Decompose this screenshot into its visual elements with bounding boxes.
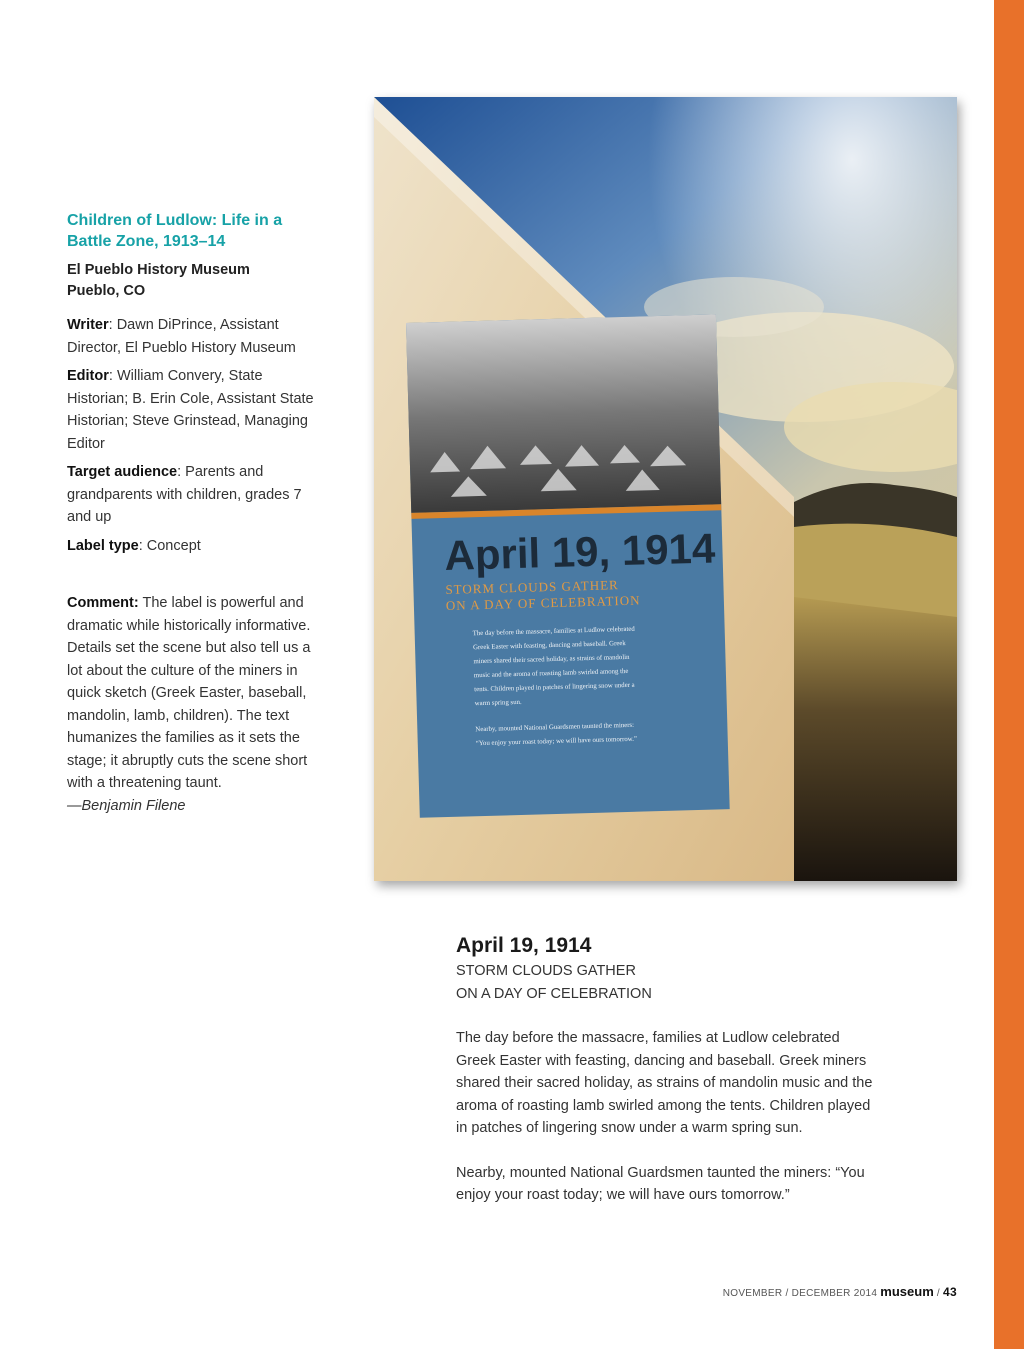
label-paragraph: The day before the massacre, families at Ludlow celebrated Greek Easter with feasting, dancing and baseball. Greek miners shared their sacred holiday, as strains of mandolin music and the aroma of roasting lamb swirled among the tents. Children played in patches of lingering snow under a warm spring sun. xyxy=(456,1030,873,1136)
label-transcription xyxy=(456,932,876,1229)
credit-label: Target audience xyxy=(67,464,178,480)
panel-body-line: music and the aroma of roasting lamb swirled among the xyxy=(473,667,629,680)
panel-body-line: “You enjoy your roast today; we will have ours tomorrow.” xyxy=(475,735,638,748)
label-paragraph: Nearby, mounted National Guardsmen taunted the miners: “You enjoy your roast today; we will have ours tomorrow.” xyxy=(456,1164,865,1203)
comment-text: The label is powerful and dramatic while historically informative. Details set the scene but also tell us a lot about the culture of the miners in quick sketch (Greek Easter, baseball, mandolin, lamb, children). The text humanizes the families as it sets the stage; it abruptly cuts the scene short with a threatening taunt. xyxy=(67,595,311,791)
footer-separator: / xyxy=(936,1288,940,1299)
label-heading: April 19, 1914 xyxy=(456,934,592,957)
exhibit-photo-illustration xyxy=(374,97,957,881)
orange-edge-bar xyxy=(994,0,1024,1349)
credit-audience xyxy=(67,461,317,529)
panel-date: April 19, 1914 xyxy=(443,524,716,580)
credit-label: Writer xyxy=(67,317,109,333)
museum-location: Pueblo, CO xyxy=(67,283,146,299)
panel-body-line: The day before the massacre, families at Ludlow celebrated xyxy=(472,625,635,638)
page-number: 43 xyxy=(943,1285,957,1299)
comment-block xyxy=(67,592,317,817)
credit-label: Label type xyxy=(67,537,139,554)
credit-text: : Dawn DiPrince, Assistant Director, El Pueblo History Museum xyxy=(67,317,296,356)
credit-text: : William Convery, State Historian; B. Erin Cole, Assistant State Historian; Steve Grinstead, Managing Editor xyxy=(67,368,314,452)
museum-name: El Pueblo History Museum xyxy=(67,262,250,278)
credit-text: : Parents and grandparents with children, grades 7 and up xyxy=(67,464,302,525)
exhibit-title: Children of Ludlow: Life in a Battle Zone, 1913–14 xyxy=(67,212,283,250)
credit-label: Editor xyxy=(67,368,109,384)
exhibit-photo xyxy=(374,97,957,881)
panel-body-line: Greek Easter with feasting, dancing and baseball. Greek xyxy=(472,639,626,652)
panel-subtitle: ON A DAY OF CELEBRATION xyxy=(445,592,641,613)
panel-subtitle: STORM CLOUDS GATHER xyxy=(445,577,619,597)
museum-info xyxy=(67,260,317,302)
panel-body-line: warm spring sun. xyxy=(474,698,522,708)
comment-author: —Benjamin Filene xyxy=(67,797,186,814)
page-footer xyxy=(723,1284,957,1299)
magazine-name: museum xyxy=(880,1284,934,1299)
panel-body-line: tents. Children played in patches of lingering snow under a xyxy=(474,681,635,694)
credit-editor xyxy=(67,365,317,455)
panel-body-line: miners shared their sacred holiday, as strains of mandolin xyxy=(473,653,630,666)
comment-label: Comment: xyxy=(67,595,139,611)
credit-label-type xyxy=(67,535,317,558)
label-subtitle-line: ON A DAY OF CELEBRATION xyxy=(456,985,652,1002)
credit-text: : Concept xyxy=(138,537,201,554)
exhibit-info-sidebar xyxy=(67,210,317,817)
panel-body-line: Nearby, mounted National Guardsmen taunted the miners: xyxy=(475,721,635,734)
label-subtitle-line: STORM CLOUDS GATHER xyxy=(456,963,636,979)
credit-writer xyxy=(67,314,317,359)
label-subtitle xyxy=(456,960,876,1005)
issue-date: NOVEMBER / DECEMBER 2014 xyxy=(722,1288,878,1299)
